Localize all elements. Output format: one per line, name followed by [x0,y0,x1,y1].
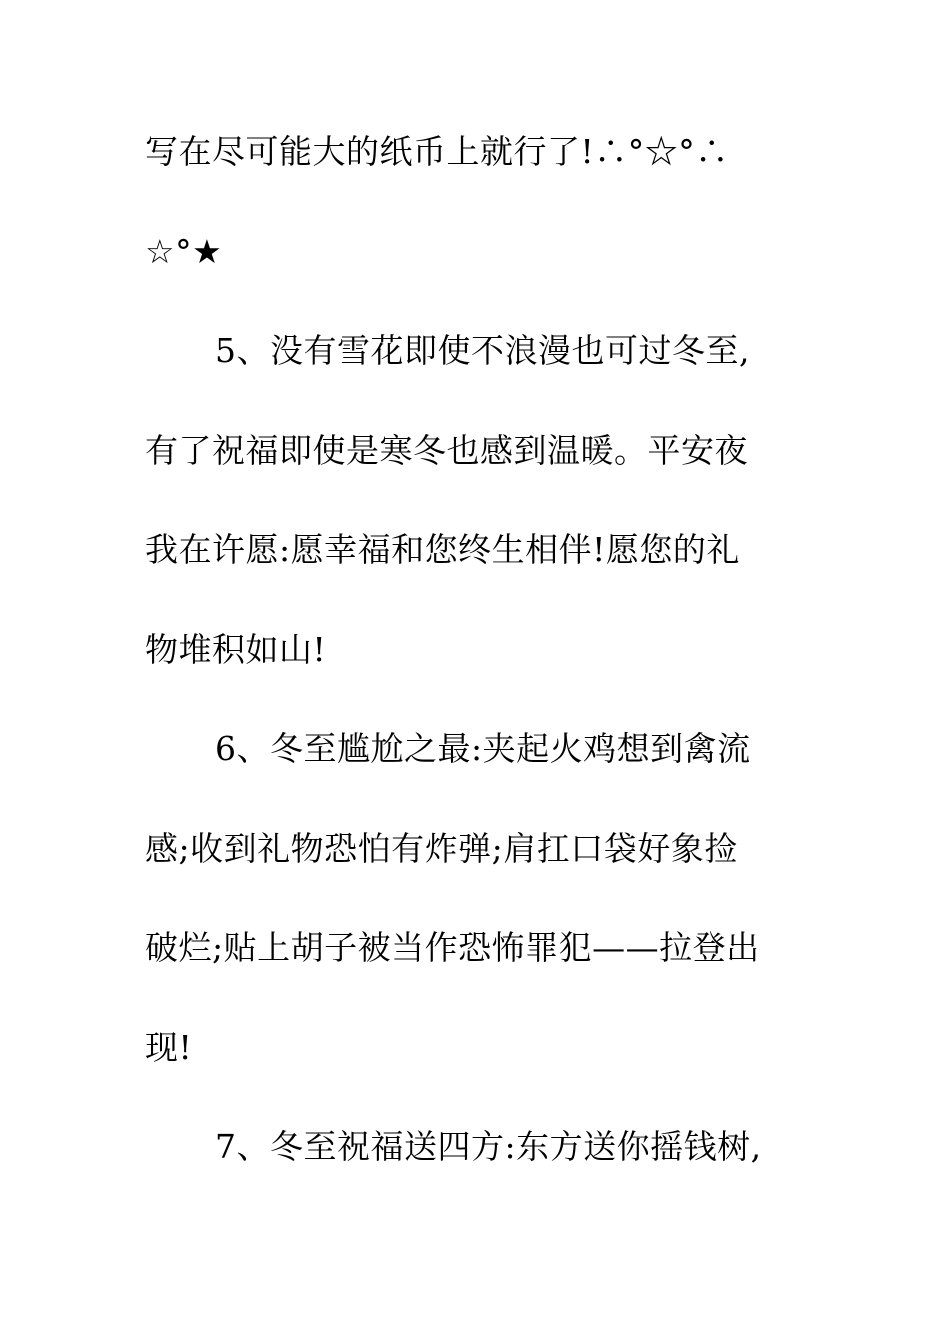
paragraph-6-line-3: 破烂;贴上胡子被当作恐怖罪犯——拉登出 [145,928,760,967]
paragraph-5-line-2: 有了祝福即使是寒冬也感到温暖。平安夜 [145,430,748,470]
paragraph-6-line-4: 现! [145,1027,193,1067]
text-line-2: ☆°★ [145,231,223,271]
paragraph-6-line-1: 6、冬至尴尬之最:夹起火鸡想到禽流 [215,729,751,768]
document-body [145,102,817,1197]
paragraph-5-line-4: 物堆积如山! [145,629,327,669]
paragraph-5-line-3: 我在许愿:愿幸福和您终生相伴!愿您的礼 [145,530,740,569]
paragraph-7-line-1: 7、冬至祝福送四方:东方送你摇钱树, [215,1127,762,1166]
text-line-1: 写在尽可能大的纸币上就行了!∴°☆°∴ [145,132,729,171]
paragraph-5-line-1: 5、没有雪花即使不浪漫也可过冬至, [215,331,750,370]
paragraph-6-line-2: 感;收到礼物恐怕有炸弹;肩扛口袋好象捡 [145,828,738,868]
